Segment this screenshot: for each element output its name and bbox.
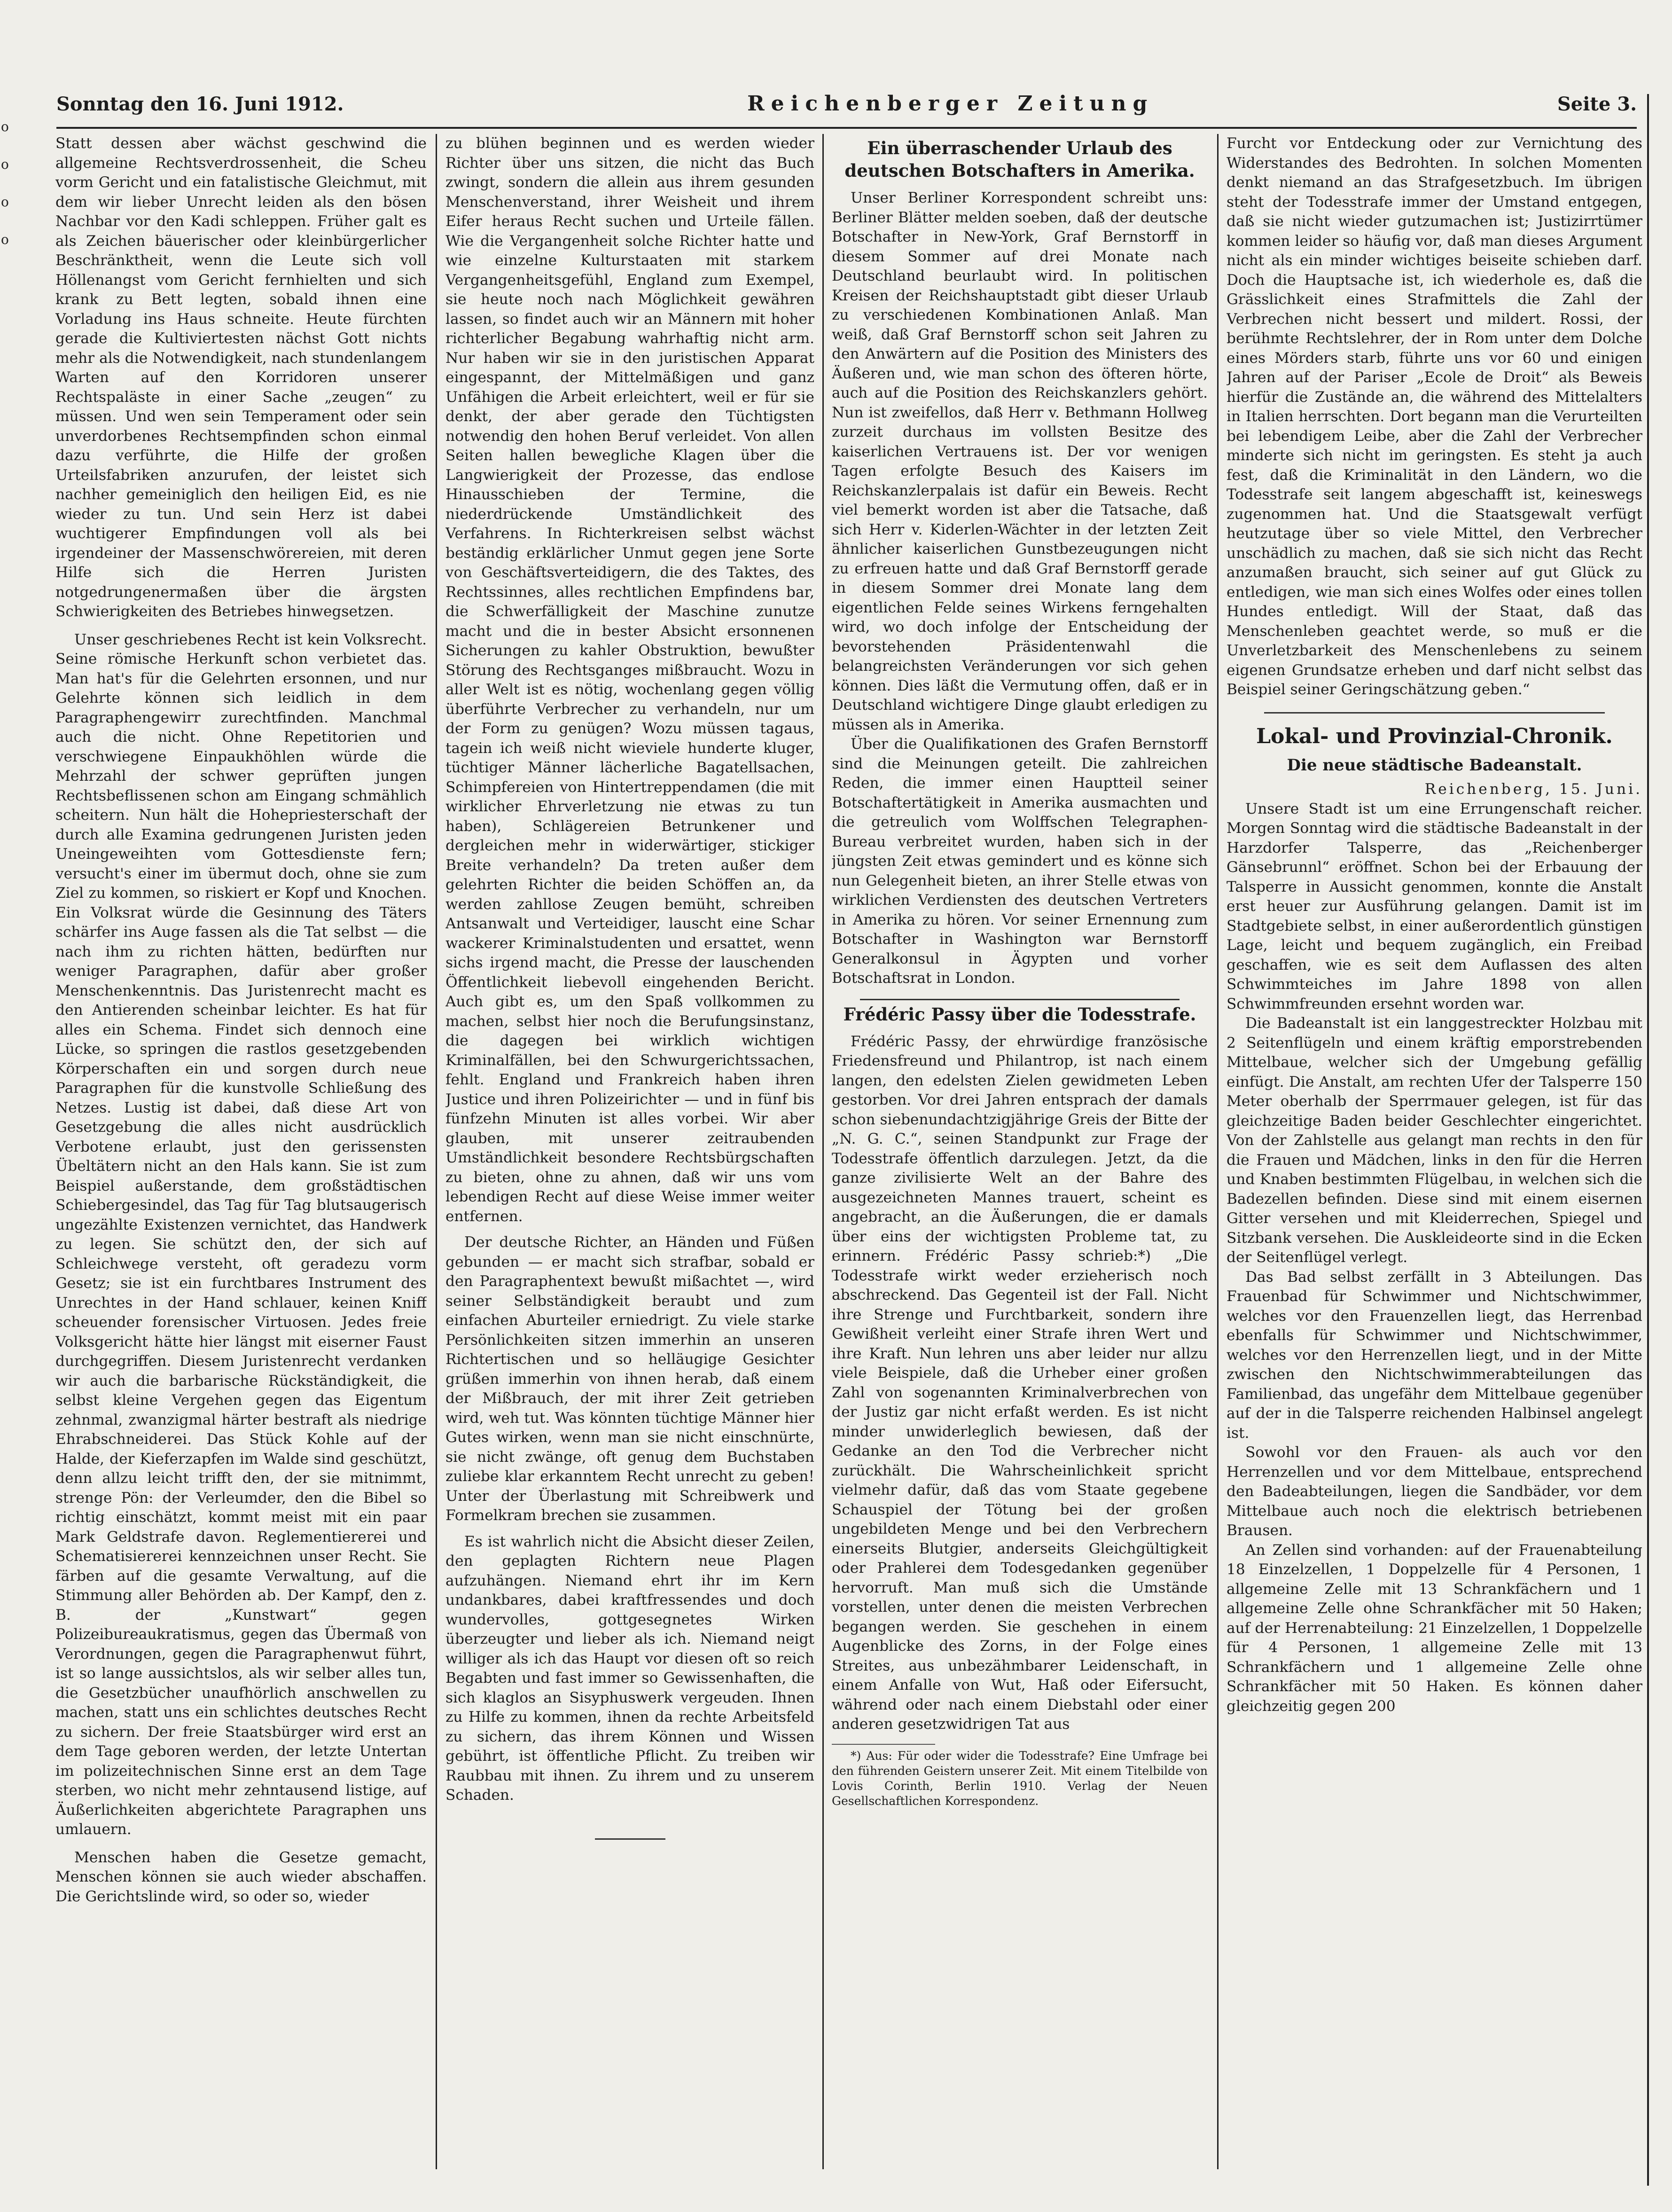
page-header: [56, 92, 1637, 120]
masthead: Reichenberger Zeitung: [747, 92, 1154, 116]
headline-ambassador: Ein überraschender Urlaub des deutschen Botschafters in Amerika.: [844, 138, 1195, 181]
col2-paragraph: zu blühen beginnen und es werden wieder Richter über uns sitzen, die nicht das Buch zwingt, sondern die allein aus ihrem gesunden Menschenverstand, ihrer Weisheit und ihrem Eifer heraus Recht suchen und Urteile fällen. Wie die Vergangenheit solche Richter hatte und wie einzelne Kulturstaaten mit starkem Vergangenheitsgefühl, England zum Exempel, sie heute noch nach Möglichkeit gewähren lassen, so findet auch wir an Männern mit hoher richterlicher Begabung wahrhaftig nicht arm. Nur haben wir sie in den juristischen Apparat eingespannt, der Mittelmäßigen und ganz Unfähigen die Arbeit erleichtert, weil er für sie denkt, der aber gerade den Tüchtigsten notwendig den hohen Beruf verleidet. Von allen Seiten hallen bewegliche Klagen über die Langwierigkeit der Prozesse, das endlose Hinausschieben der Termine, die niederdrückende Umständlichkeit des Verfahrens. In Richterkreisen selbst wächst beständig erklärlicher Unmut gegen jene Sorte von Geschäftsverteidigern, die des Taktes, des Rechtssinnes, alles rechtlichen Empfindens bar, die Schwerfälligkeit der Maschine zunutze macht und die in bester Absicht ersonnenen Sicherungen zu kahler Obstruktion, bewußter Störung des Rechtsganges mißbraucht. Wozu in aller Welt ist es nötig, wochenlang gegen völlig überführte Verbrecher zu verhandeln, nur um der Form zu genügen? Wozu müssen tagaus, tagein ich weiß nicht wieviele hunderte kluger, tüchtiger Männer lächerliche Bagatellsachen, Schimpfereien von Hintertreppendamen (die mit wirklicher Ehrverletzung nie etwas zu tun haben), Schlägereien Betrunkener und dergleichen mehr in widerwärtiger, stickiger Breite verhandeln? Da treten außer dem gelehrten Richter die beiden Schöffen an, da werden zahllose Zeugen bemüht, schreiben Antsanwalt und Verteidiger, lauscht eine Schar wackerer Kriminalstudenten und ersattet, wenn sichs irgend macht, die Presse der lauschenden Öffentlichkeit liebevoll eingehenden Bericht. Auch gibt es, um den Spaß vollkommen zu machen, selbst hier noch die Berufungsinstanz, die dagegen bei wirklich wichtigen Kriminalfällen, bei den Schwurgerichtssachen, fehlt. England und Frankreich haben ihren Justice und ihren Polizeirichter — und in fünf bis fünfzehn Minuten ist alles vorbei. Wir aber glauben, mit unserer zeitraubenden Umständlichkeit besondere Rechtsbürgschaften zu bieten, ohne zu ahnen, daß wir uns vom lebendigen Recht auf diese Weise immer weiter entfernen.: [445, 135, 814, 1225]
section-title-local-chronicle: Lokal- und Provinzial-Chronik.: [1256, 724, 1613, 748]
section-divider: [1264, 712, 1605, 714]
column-3: [832, 134, 1208, 2169]
header-rule: [56, 127, 1637, 129]
col1-paragraph: Menschen haben die Gesetze gemacht, Menschen können sie auch wieder abschaffen. Die Gerichtslinde wird, so oder so, wieder: [55, 1849, 427, 1905]
col2-paragraph: Der deutsche Richter, an Händen und Füßen gebunden — er macht sich strafbar, sobald er den Paragraphentext bewußt mißachtet —, wird seiner Selbständigkeit beraubt und zum einfachen Aburteiler erniedrigt. Zu viele starke Persönlichkeiten sitzen immerhin an unseren Richtertischen und so helläugige Gesichter grüßen immerhin von ihnen herab, daß einem der Mißbrauch, der mit ihrer Zeit getrieben wird, weh tut. Was könnten tüchtige Männer hier Gutes wirken, wenn man sie nicht einschnürte, sie nicht zwänge, oft genug dem Buchstaben zuliebe klar erkanntem Recht unrecht zu geben! Unter der Überlastung mit Schreibwerk und Formelkram brechen sie zusammen.: [445, 1234, 814, 1524]
page-number: Seite 3.: [1557, 93, 1637, 115]
footnote-rule: [832, 1744, 935, 1745]
article-divider: [860, 999, 1180, 1000]
col4-paragraph: An Zellen sind vorhanden: auf der Frauenabteilung 18 Einzelzellen, 1 Doppelzelle für 4 Personen, 1 allgemeine Zelle mit 13 Schrankfächern und 1 allgemeine Zelle ohne Schrankfächer mit 50 Haken; auf der Herrenabteilung: 21 Einzelzellen, 1 Doppelzelle für 4 Personen, 1 allgemeine Zelle mit 13 Schrankfächern und 1 allgemeine Zelle ohne Schrankfächer mit 50 Haken. Es können daher gleichzeitig gegen 200: [1227, 1541, 1642, 1715]
subheadline-bath: Die neue städtische Badeanstalt.: [1287, 755, 1582, 775]
right-margin-rule: [1647, 94, 1649, 2186]
column-rule-3: [1217, 134, 1219, 2169]
col3-paragraph: Über die Qualifikationen des Grafen Bernstorff sind die Meinungen geteilt. Die zahlreichen Reden, die immer einen Hauptteil seiner Botschaftertätigkeit in Amerika ausmachten und die getreulich vom Wolffschen Telegraphen-Bureau verbreitet wurden, haben sich in der jüngsten Zeit etwas gemindert und es könne sich nun Gelegenheit bieten, an ihrer Stelle etwas von wirklichen Verdiensten des deutschen Vertreters in Amerika zu hören. Vor seiner Ernennung zum Botschafter in Washington war Bernstorff Generalkonsul in Ägypten und vorher Botschaftsrat in London.: [832, 736, 1208, 987]
column-1: [55, 134, 427, 2169]
col3-paragraph: Frédéric Passy, der ehrwürdige französische Friedensfreund und Philantrop, ist nach einem langen, den edelsten Zielen gewidmeten Leben gestorben. Vor drei Jahren entsprach der damals schon siebenundachtzigjährige Greis der Bitte der „N. G. C.“, seinen Standpunkt zur Frage der Todesstrafe öffentlich darzulegen. Jetzt, da die ganze zivilisierte Welt an der Bahre des ausgezeichneten Mannes trauert, scheint es angebracht, an die Äußerungen, die er damals über eins der wichtigsten Probleme tat, zu erinnern. Frédéric Passy schrieb:*) „Die Todesstrafe wirkt weder erzieherisch noch abschreckend. Das Gegenteil ist der Fall. Nicht ihre Strenge und Furchtbarkeit, sondern ihre Gewißheit verleiht einer Strafe ihren Wert und ihre Kraft. Nun lehren uns aber leider nur allzu viele Beispiele, daß die Urheber einer großen Zahl von sogenannten Kriminalverbrechen von der Justiz gar nicht erfaßt werden. Es ist nicht minder unwiderleglich bewiesen, daß der Gedanke an den Tod die Verbrecher nicht zurückhält. Die Wahrscheinlichkeit spricht vielmehr dafür, daß das vom Staate gegebene Schauspiel der Tötung bei der großen ungebildeten Menge und bei den Verbrechern einerseits Blutgier, anderseits Gleichgültigkeit oder Prahlerei dem Todesgedanken gegenüber hervorruft. Man muß sich die Umstände vorstellen, unter denen die meisten Verbrechen begangen werden. Sie geschehen in einem Augenblicke des Zorns, in der Folge eines Streites, aus unbezähmbarer Leidenschaft, in einem Anfalle von Wut, Haß oder Eifersucht, während oder nach einem Diebstahl oder einer anderen gesetzwidrigen Tat aus: [832, 1033, 1208, 1733]
issue-date: Sonntag den 16. Juni 1912.: [56, 93, 344, 115]
dateline: Reichenberg, 15. Juni.: [1424, 781, 1642, 798]
col4-paragraph: Das Bad selbst zerfällt in 3 Abteilungen. Das Frauenbad für Schwimmer und Nichtschwimmer, welches vor den Frauenzellen liegt, das Herrenbad ebenfalls für Schwimmer und Nichtschwimmer, welches vor den Herrenzellen liegt, und in der Mitte zwischen den Nichtschwimmerabteilungen das Familienbad, das ungefähr dem Mittelbaue gegenüber auf der in die Talsperre reichenden Halbinsel angelegt ist.: [1227, 1268, 1642, 1442]
col4-paragraph: Furcht vor Entdeckung oder zur Vernichtung des Widerstandes des Bedrohten. In solchen Momenten denkt niemand an das Strafgesetzbuch. Im übrigen steht der Todesstrafe immer der Umstand entgegen, daß sie nicht wieder gutzumachen ist; Justizirrtümer kommen leider so häufig vor, daß man dieses Argument nicht als ein minder wichtiges beiseite schieben darf. Doch die Hauptsache ist, ich wiederhole es, daß die Grässlichkeit eines Strafmittels die Zahl der Verbrechen nicht bessert und mildert. Rossi, der berühmte Rechtslehrer, der in Rom unter dem Dolche eines Mörders starb, führte uns vor 60 und einigen Jahren auf der Pariser „Ecole de Droit“ als Beweis hierfür die Zustände an, die während des Mittelalters in Italien herrschten. Dort begann man die Verurteilten bei lebendigem Leibe, aber die Zahl der Verbrecher minderte sich nicht im geringsten. Es steht ja auch fest, daß die Kriminalität in den Ländern, wo die Todesstrafe seit langem abgeschafft ist, keineswegs zugenommen hat. Und die Staatsgewalt verfügt heutzutage über so viele Mittel, den Verbrecher unschädlich zu machen, daß sie sich nicht das Recht anzumaßen braucht, sich seiner auf gut Glück zu entledigen, wie man sich eines Wolfes oder eines tollen Hundes entledigt. Will der Staat, daß das Menschenleben geachtet werde, so muß er die Unverletzbarkeit des Menschenlebens zu seinem eigenen Grundsatze erheben und darf nicht selbst das Beispiel seiner Geringschätzung geben.“: [1227, 135, 1642, 698]
col4-paragraph: Die Badeanstalt ist ein langgestreckter Holzbau mit 2 Seitenflügeln und einem kräftig emporstrebenden Mittelbaue, welcher sich der Umgebung gefällig einfügt. Die Anstalt, am rechten Ufer der Talsperre 150 Meter oberhalb der Sperrmauer gelegen, ist für das gleichzeitige Baden beider Geschlechter eingerichtet. Von der Zahlstelle aus gelangt man rechts in den für die Frauen und Mädchen, links in den für die Herren und Knaben bestimmten Flügelbau, in welchen sich die Badezellen befinden. Diese sind mit einem eisernen Gitter versehen und mit Kleiderrechen, Spiegel und Sitzbank versehen. Die Auskleideorte sind in die Ecken der Seitenflügel verlegt.: [1227, 1015, 1642, 1266]
column-4: [1227, 134, 1642, 2169]
col1-paragraph: Statt dessen aber wächst geschwind die allgemeine Rechtsverdrossenheit, die Scheu vorm Gericht und ein fatalistische Gleichmut, mit dem wir lieber Unrecht leiden als den bösen Nachbar vor den Kadi schleppen. Früher galt es als Zeichen bäuerischer oder kleinbürgerlicher Beschränktheit, wenn die Leute sich voll Höllenangst vom Gericht fernhielten und sich krank zu Bett legten, sobald ihnen eine Vorladung ins Haus schneite. Heute fürchten gerade die Kultiviertesten nächst Gott nichts mehr als die Notwendigkeit, nach stundenlangem Warten auf den Korridoren unserer Rechtspaläste in einer Sache „zeugen“ zu müssen. Und wen sein Temperament oder sein unverdorbenes Rechtsempfinden schon einmal dazu verführte, die Hilfe der großen Urteilsfabriken anzurufen, der leistet sich nachher gemeiniglich den heiligen Eid, es nie wieder zu tun. Und sein Herz ist dabei wuchtigerer Empfindungen voll als bei irgendeiner der Massenschwörereien, mit deren Hilfe sich die Herren Juristen notgedrungenermaßen über die ärgsten Schwierigkeiten des Betriebes hinwegsetzen.: [55, 135, 427, 620]
article-end-rule: [595, 1838, 665, 1840]
edge-marks: o o o o: [1, 119, 9, 247]
col4-paragraph: Sowohl vor den Frauen- als auch vor den Herrenzellen und vor dem Mittelbaue, entsprechend den Badeabteilungen, liegen die Sandbäder, vor dem Mittelbaue auch noch die elektrisch betriebenen Brausen.: [1227, 1444, 1642, 1539]
footnote: *) Aus: Für oder wider die Todesstrafe? Eine Umfrage bei den führenden Geistern unserer Zeit. Mit einem Titelbilde von Lovis Corinth, Berlin 1910. Verlag der Neuen Gesellschaftlichen Korrespondenz.: [832, 1749, 1208, 1808]
headline-death-penalty: Frédéric Passy über die Todesstrafe.: [843, 1004, 1196, 1025]
column-rule-2: [822, 134, 824, 2169]
col4-paragraph: Unsere Stadt ist um eine Errungenschaft reicher. Morgen Sonntag wird die städtische Badeanstalt in der Harzdorfer Talsperre, das „Reichenberger Gänsebrunnl“ eröffnet. Schon bei der Erbauung der Talsperre in Aussicht genommen, konnte die Anstalt erst heuer zur Ausführung gelangen. Damit ist im Stadtgebiete selbst, in einer außerordentlich günstigen Lage, leicht und bequem zugänglich, ein Freibad geschaffen, wie es seit dem Auflassen des alten Schwimmteiches im Jahre 1898 von allen Schwimmfreunden ersehnt worden war.: [1227, 800, 1642, 1012]
column-rule-1: [436, 134, 437, 2169]
col3-paragraph: Unser Berliner Korrespondent schreibt uns: Berliner Blätter melden soeben, daß der deutsche Botschafter in New-York, Graf Bernstorff in diesem Sommer auf drei Monate nach Deutschland beurlaubt wird. In politischen Kreisen der Reichshauptstadt gibt dieser Urlaub zu verschiedenen Kombinationen Anlaß. Man weiß, daß Graf Bernstorff schon seit Jahren zu den Anwärtern auf die Position des Ministers des Äußeren und, wie man schon des öfteren hörte, auch auf die Position des Reichskanzlers gehört. Nun ist zweifellos, daß Herr v. Bethmann Hollweg zurzeit durchaus im vollsten Besitze des kaiserlichen Vertrauens ist. Der vor wenigen Tagen erfolgte Besuch des Kaisers im Reichskanzlerpalais ist dafür ein Beweis. Recht viel bemerkt worden ist aber die Tatsache, daß sich Herr v. Kiderlen-Wächter in der letzten Zeit ähnlicher kaiserlichen Gunstbezeugungen nicht zu erfreuen hatte und daß Graf Bernstorff gerade in diesem Sommer drei Monate lang dem eigentlichen Felde seines Wirkens ferngehalten wird, wo doch infolge der Entscheidung der bevorstehenden Präsidentenwahl die belangreichsten Veränderungen vor sich gehen können. Dies läßt die Vermutung offen, daß er in Deutschland wichtigere Dinge glaubt erledigen zu müssen als in Amerika.: [832, 189, 1208, 733]
col2-paragraph: Es ist wahrlich nicht die Absicht dieser Zeilen, den geplagten Richtern neue Plagen aufzuhängen. Niemand ehrt ihr im Kern undankbares, dabei kraftfressendes und doch wundervolles, gottgesegnetes Wirken überzeugter und lieber als ich. Niemand neigt williger als ich das Haupt vor diesen oft so reich Begabten und fast immer so Gewissenhaften, die sich klaglos an Sisyphuswerk vergeuden. Ihnen zu Hilfe zu kommen, ihnen da rechte Arbeitsfeld zu sichern, das ihrem Können und Wissen gebührt, ist öffentliche Pflicht. Zu treiben wir Raubbau mit ihnen. Zu ihrem und zu unserem Schaden.: [445, 1533, 814, 1804]
col1-paragraph: Unser geschriebenes Recht ist kein Volksrecht. Seine römische Herkunft schon verbietet das. Man hat's für die Gelehrten ersonnen, und nur Gelehrte können sich leidlich in dem Paragraphengewirr zurechtfinden. Manchmal auch die nicht. Ohne Repetitorien und verschwiegene Einpaukhöhlen würde die Mehrzahl der schwer geprüften jungen Rechtsbeflissenen schon am Eingang schmählich scheitern. Nun hält die Hohepriesterschaft der durch alle Examina gedrungenen Juristen jeden Uneingeweihten vom Gottesdienste fern; versucht's einer im übermut doch, ohne sie zum Ziel zu kommen, so riskiert er Kopf und Knochen. Ein Volksrat würde die Gesinnung des Täters schärfer ins Auge fassen als die Tat selbst — die nach ihm zu richten hätten, bedürften nur weniger Paragraphen, dafür aber großer Menschenkenntnis. Das Juristenrecht macht es den Antierenden scheinbar leichter. Es hat für alles ein Schema. Findet sich dennoch eine Lücke, so springen die rastlos gesetzgebenden Körperschaften ein und sorgen durch neue Paragraphen für die kunstvolle Schließung des Netzes. Lustig ist dabei, daß diese Art von Gesetzgebung die alles nicht ausdrücklich Verbotene erlaubt, just den gerissensten Übeltätern nicht an den Hals kann. Sie ist zum Beispiel außerstande, dem großstädtischen Schiebergesindel, das Tag für Tag blutsaugerisch ungezählte Existenzen vernichtet, das Handwerk zu legen. Sie schützt den, der sich auf Schleichwege versteht, oft geradezu vorm Gesetz; sie ist ein furchtbares Instrument des Unrechtes in der Hand schlauer, keinen Kniff scheuender forensischer Virtuosen. Jedes freie Volksgericht hätte hier längst mit eiserner Faust durchgegriffen. Diesem Juristenrecht verdanken wir auch die barbarische Rückständigkeit, die selbst kleine Vergehen gegen das Eigentum zehnmal, zwanzigmal härter bestraft als niedrige Ehrabschneiderei. Das Stück Kohle auf der Halde, der Kieferzapfen im Walde sind geschützt, denn allzu leicht trifft den, der sie mitnimmt, strenge Pön: der Verleumder, den die Bibel so richtig einschätzt, kommt meist mit ein paar Mark Geldstrafe davon. Reglementiererei und Schematisiererei kennzeichnen unser Recht. Sie färben auf die gesamte Verwaltung, auf die Stimmung aller Behörden ab. Der Kampf, den z. B. der „Kunstwart“ gegen Polizeibureaukratismus, gegen das Übermaß von Verordnungen, gegen die Paragraphenwut führt, ist so lange aussichtslos, als wir selber alles tun, die Gesetzbücher unaufhörlich anschwellen zu machen, statt uns ein schlichtes deutsches Recht zu sichern. Der freie Staatsbürger wird erst an dem Tage geboren werden, der letzte Untertan im polizeitechnischen Sinne erst an dem Tage sterben, wo nicht mehr zehntausend listige, auf Äußerlichkeiten abgerichtete Paragraphen uns umlauern.: [55, 631, 427, 1838]
column-2: [445, 134, 814, 2169]
